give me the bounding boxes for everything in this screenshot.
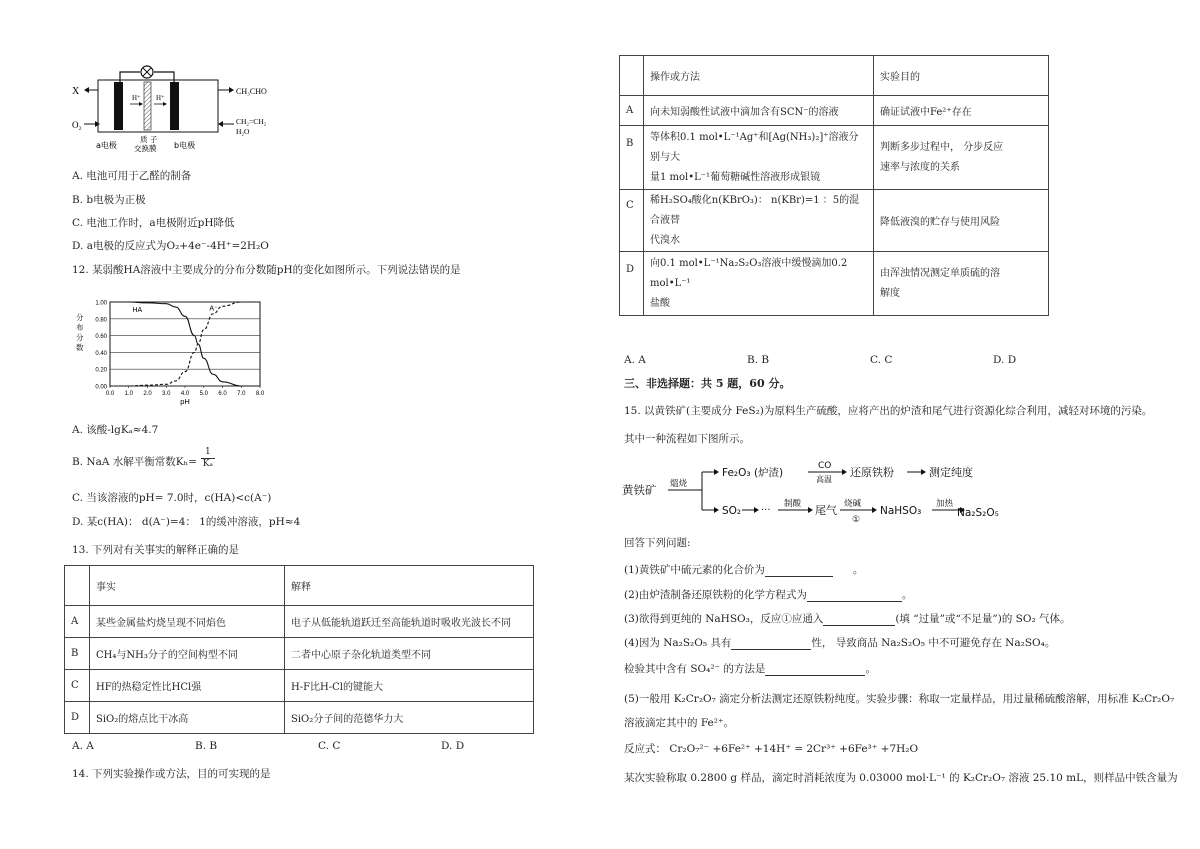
table-cell: 向0.1 mol•L⁻¹Na₂S₂O₃溶液中缓慢滴加0.2 mol•L⁻¹ 盐酸 <box>644 252 874 316</box>
q14-answer-b: B. B <box>747 354 770 366</box>
table-header-cell: 解释 <box>285 566 534 606</box>
flow-tail-gas: 尾气 <box>815 504 837 517</box>
flow-make-acid: 制酸 <box>784 499 802 509</box>
flow-nahso3: NaHSO₃ <box>880 505 922 517</box>
table-header-cell <box>620 56 644 96</box>
x-tick-label: 4.0 <box>180 391 190 397</box>
q15-part4b-end: 。 <box>865 663 876 675</box>
table-row <box>620 126 1049 190</box>
table-header-cell: 事实 <box>90 566 285 606</box>
y-axis-label: 分 <box>76 333 84 342</box>
q15-part1-end: 。 <box>852 564 864 576</box>
fig-x-label: X <box>72 86 80 97</box>
q12-option-d: D. 某c(HA)： d(A⁻)=4： 1的缓冲溶液，pH≈4 <box>72 516 301 528</box>
answer-blank[interactable] <box>807 591 902 602</box>
table-cell: H-F比H-Cl的键能大 <box>285 670 534 702</box>
q15-stem-line1: 15. 以黄铁矿(主要成分 FeS₂)为原料生产硫酸，应将产出的炉渣和尾气进行资源化综合利用，减轻对环境的污染。 <box>624 405 1153 417</box>
a-electrode-plate <box>114 82 123 130</box>
series-label-ha: HA <box>132 307 143 315</box>
fig-reactant1-label: CH₂=CH₂ <box>236 117 267 126</box>
table-row <box>65 638 534 670</box>
fraction-numerator: 1 <box>201 447 215 459</box>
flow-high-temp: 高温 <box>816 475 832 484</box>
q15-part5-line2: 溶液滴定其中的 Fe²⁺。 <box>624 717 735 729</box>
flow-naoh: 烧碱 <box>844 499 862 509</box>
table-cell: 稀H₂SO₄酸化n(KBrO₃)： n(KBr)=1 ：5的混合液替 代溴水 <box>644 190 874 252</box>
table-cell: 确证试液中Fe²⁺存在 <box>874 96 1049 126</box>
q12-option-b-text: B. NaA 水解平衡常数Kₕ= <box>72 456 197 468</box>
proton-membrane <box>144 82 151 130</box>
table-row <box>620 96 1049 126</box>
table-row <box>620 252 1049 316</box>
flow-fe2o3: Fe₂O₃ (炉渣) <box>722 467 784 479</box>
q13-answer-a: A. A <box>72 740 94 752</box>
table-row <box>65 670 534 702</box>
process-flow-diagram <box>622 458 1002 528</box>
table-row <box>65 606 534 638</box>
x-tick-label: 5.0 <box>199 391 208 397</box>
table-cell: 向未知弱酸性试液中滴加含有SCN⁻的溶液 <box>644 96 874 126</box>
fig-membrane-label-1: 质 子 <box>140 135 158 144</box>
x-tick-label: 2.0 <box>143 391 152 397</box>
x-tick-label: 0.0 <box>105 391 115 397</box>
fuel-cell-diagram <box>70 62 267 157</box>
q15-reaction: 反应式： Cr₂O₇²⁻ +6Fe²⁺ +14H⁺ = 2Cr³⁺ +6Fe³⁺ +7H₂O <box>624 743 919 755</box>
y-tick-label: 0.80 <box>95 317 107 324</box>
table-cell: 二者中心原子杂化轨道类型不同 <box>285 638 534 670</box>
table-cell: A <box>65 606 90 638</box>
table-header-cell <box>65 566 90 606</box>
table-header-cell: 操作或方法 <box>644 56 874 96</box>
table-cell: C <box>65 670 90 702</box>
q15-part4 <box>624 637 1055 650</box>
q15-part4b <box>624 663 876 676</box>
flow-heat: 加热 <box>936 499 954 509</box>
q12-stem: 12. 某弱酸HA溶液中主要成分的分布分数随pH的变化如图所示。下列说法错误的是 <box>72 264 461 276</box>
flow-calcine: 熅烧 <box>670 479 688 489</box>
flow-purity: 测定纯度 <box>929 466 973 479</box>
y-axis-label: 分 <box>76 313 84 322</box>
q11-option-c: C. 电池工作时，a电极附近pH降低 <box>72 217 235 229</box>
q13-table <box>64 565 534 734</box>
q13-answer-b: B. B <box>195 740 218 752</box>
fig-proton-label-1: H⁺ <box>132 94 141 102</box>
table-header-cell: 实验目的 <box>874 56 1049 96</box>
table-cell: SiO₂的熔点比干冰高 <box>90 702 285 734</box>
q15-part2-end: 。 <box>901 589 913 601</box>
flow-circled-1: ① <box>852 515 861 525</box>
section-heading: 三、非选择题：共 5 题，60 分。 <box>624 377 791 390</box>
fig-b-electrode-label: b电极 <box>174 141 196 150</box>
q15-part5-line1: (5)一般用 K₂Cr₂O₇ 滴定分析法测定还原铁粉纯度。实验步骤：称取一定量样品，用过量稀硫酸溶解，用标准 K₂Cr₂O₇ <box>624 693 1175 705</box>
q14-answer-a: A. A <box>624 354 646 366</box>
y-tick-label: 0.20 <box>95 367 107 374</box>
y-axis-label: 数 <box>76 343 84 352</box>
table-cell: C <box>620 190 644 252</box>
table-header-row <box>620 56 1049 96</box>
table-cell: 由浑浊情况测定单质硫的溶 解度 <box>874 252 1049 316</box>
table-cell: HF的热稳定性比HCl强 <box>90 670 285 702</box>
q15-part4-end: 性， 导致商品 Na₂S₂O₅ 中不可避免存在 Na₂SO₄。 <box>811 637 1056 649</box>
q13-answer-c: C. C <box>318 740 341 752</box>
fig-a-electrode-label: a电极 <box>96 141 117 150</box>
y-tick-label: 1.00 <box>95 300 107 307</box>
y-tick-label: 0.00 <box>95 384 107 391</box>
fig-product-label: CH₃CHO <box>236 87 267 96</box>
answer-blank[interactable] <box>823 615 895 626</box>
fig-reactant2-label: H₂O <box>236 127 250 136</box>
q15-part3-end: (填 “过量”或“不足量”)的 SO₂ 气体。 <box>895 613 1071 625</box>
fig-proton-label-2: H⁺ <box>156 94 165 102</box>
table-cell: B <box>620 126 644 190</box>
plot-area <box>110 302 260 386</box>
q15-part4b-text: 检验其中含有 SO₄²⁻ 的方法是 <box>624 663 766 675</box>
q15-part3-text: (3)欲得到更纯的 NaHSO₃，反应①应通入 <box>624 613 824 625</box>
q12-option-c: C. 当该溶液的pH= 7.0时，c(HA)<c(A⁻) <box>72 492 272 504</box>
q15-stem-line2: 其中一种流程如下图所示。 <box>624 433 750 445</box>
q11-option-a: A. 电池可用于乙醛的制备 <box>72 170 192 182</box>
flow-co: CO <box>818 461 832 471</box>
q14-answer-d: D. D <box>993 354 1017 366</box>
flow-dots: ··· <box>761 505 771 516</box>
q15-part2 <box>624 589 912 602</box>
fraction-denominator: Kₐ <box>202 458 213 469</box>
table-cell: B <box>65 638 90 670</box>
table-cell: 判断多步过程中， 分步反应 速率与浓度的关系 <box>874 126 1049 190</box>
y-tick-label: 0.40 <box>95 350 107 357</box>
q13-answer-d: D. D <box>441 740 465 752</box>
q12-option-b-fraction <box>201 447 215 470</box>
x-tick-label: 8.0 <box>255 391 265 397</box>
table-cell: 降低液溴的贮存与使用风险 <box>874 190 1049 252</box>
distribution-chart <box>72 296 272 416</box>
table-row <box>620 190 1049 252</box>
q12-option-b <box>72 456 197 469</box>
q15-last-line: 某次实验称取 0.2800 g 样品，滴定时消耗浓度为 0.03000 mol·L⁻¹ 的 K₂Cr₂O₇ 溶液 25.10 mL，则样品中铁含量为 <box>624 772 1178 784</box>
table-header-row <box>65 566 534 606</box>
x-tick-label: 1.0 <box>124 391 133 397</box>
flow-reduced-iron: 还原铁粉 <box>850 466 894 479</box>
flow-ore: 黄铁矿 <box>622 483 657 497</box>
answer-blank[interactable] <box>765 665 865 676</box>
b-electrode-plate <box>170 82 179 130</box>
table-cell: 等体积0.1 mol•L⁻¹Ag⁺和[Ag(NH₃)₂]⁺溶液分别与大 量1 mol•L⁻¹葡萄糖碱性溶液形成银镜 <box>644 126 874 190</box>
answer-blank[interactable] <box>765 566 833 577</box>
q15-answer-intro: 回答下列问题: <box>624 537 691 549</box>
flow-so2: SO₂ <box>722 505 742 517</box>
q11-option-b: B. b电极为正极 <box>72 194 146 206</box>
x-tick-label: 6.0 <box>218 391 227 397</box>
fig-membrane-label-2: 交换膜 <box>134 144 157 153</box>
table-cell: 某些金属盐灼烧呈现不同焰色 <box>90 606 285 638</box>
table-cell: SiO₂分子间的范德华力大 <box>285 702 534 734</box>
q13-stem: 13. 下列对有关事实的解释正确的是 <box>72 544 240 556</box>
q12-option-a: A. 该酸-lgKₐ≈4.7 <box>72 424 159 436</box>
q14-stem: 14. 下列实验操作或方法，目的可实现的是 <box>72 768 271 780</box>
x-axis-label: pH <box>180 397 190 406</box>
q14-table <box>619 55 1049 316</box>
x-tick-label: 7.0 <box>237 391 246 397</box>
q15-part4-text: (4)因为 Na₂S₂O₅ 具有 <box>624 637 732 649</box>
q14-answer-c: C. C <box>870 354 893 366</box>
q15-part1 <box>624 564 863 577</box>
table-row <box>65 702 534 734</box>
q15-part3 <box>624 613 1071 626</box>
flow-na2s2o5: Na₂S₂O₅ <box>957 507 999 519</box>
q11-option-d: D. a电极的反应式为O₂+4e⁻-4H⁺=2H₂O <box>72 240 269 252</box>
y-axis-label: 布 <box>76 323 84 332</box>
table-cell: A <box>620 96 644 126</box>
table-cell: CH₄与NH₃分子的空间构型不同 <box>90 638 285 670</box>
q15-part2-text: (2)由炉渣制备还原铁粉的化学方程式为 <box>624 589 807 601</box>
table-cell: D <box>620 252 644 316</box>
table-cell: D <box>65 702 90 734</box>
table-cell: 电子从低能轨道跃迁至高能轨道时吸收光波长不同 <box>285 606 534 638</box>
q15-part1-text: (1)黄铁矿中硫元素的化合价为 <box>624 564 765 576</box>
x-tick-label: 3.0 <box>162 391 171 397</box>
y-tick-label: 0.60 <box>95 334 107 341</box>
answer-blank[interactable] <box>731 639 811 650</box>
fig-o2-label: O₂ <box>72 120 82 130</box>
series-label-a-minus: A⁻ <box>209 305 218 313</box>
